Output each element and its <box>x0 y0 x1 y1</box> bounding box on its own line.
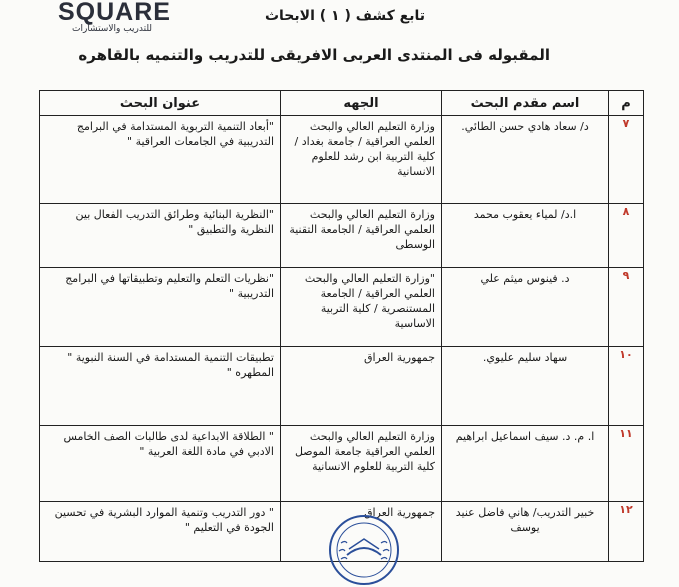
table-row <box>40 268 644 347</box>
stamp-seal <box>327 513 401 587</box>
researcher-name: د/ سعاد هادي حسن الطائي. <box>461 120 589 133</box>
row-number: ١٢ <box>609 502 644 562</box>
researcher-name: ا. م. د. سيف اسماعيل ابراهيم <box>455 430 595 443</box>
table-row <box>40 347 644 426</box>
research-title: " الطلاقة الابداعية لدى طالبات الصف الخامس الادبي في مادة اللغة العربية " <box>63 430 274 458</box>
column-header-name: اسم مقدم البحث <box>442 91 609 116</box>
table-row <box>40 426 644 502</box>
research-title: "نظريات التعلم والتعليم وتطبيقاتها في البرامج التدريبية " <box>65 272 274 300</box>
table-row <box>40 204 644 268</box>
researcher-name: خبير التدريب/ هاني فاضل عنيد يوسف <box>455 506 595 534</box>
row-number: ٧ <box>609 116 644 204</box>
row-number: ٩ <box>609 268 644 347</box>
researcher-name: ا.د/ لمياء يعقوب محمد <box>473 208 577 221</box>
column-header-agency: الجهه <box>281 91 442 116</box>
agency-text: وزارة التعليم العالي والبحث العلمي العراقية / جامعة بغداد / كلية التربية ابن رشد للعلوم الانسانية <box>294 120 435 178</box>
logo-subtitle: للتدريب والاستشارات <box>72 24 153 34</box>
research-table <box>39 90 644 562</box>
row-number: ١٠ <box>609 347 644 426</box>
document-heading: تابع كشف ( ١ ) الابحاث <box>264 8 425 24</box>
row-number: ١١ <box>609 426 644 502</box>
agency-text: جمهورية العراق <box>363 506 435 519</box>
row-number: ٨ <box>609 204 644 268</box>
research-title: تطبيقات التنمية المستدامة في السنة النبوية " المطهره " <box>67 351 274 379</box>
logo <box>58 0 188 40</box>
document-subheading: المقبوله فى المنتدى العربى الافريقى للتدريب والتنميه بالقاهره <box>78 46 550 64</box>
table-row <box>40 116 644 204</box>
logo-word: SQUARE <box>58 0 171 26</box>
research-title: "أبعاد التنمية التربوية المستدامة في البرامج التدريبية في الجامعات العراقية " <box>76 120 274 148</box>
agency-text: جمهورية العراق <box>363 351 435 364</box>
agency-text: وزارة التعليم العالي والبحث العلمي العراقية جامعة الموصل كلية التربية للعلوم الانسانية <box>294 430 435 473</box>
researcher-name: د. فينوس ميثم علي <box>480 272 570 285</box>
agency-text: وزارة التعليم العالي والبحث العلمي العراقية / الجامعة التقنية الوسطى <box>289 208 435 251</box>
column-header-title: عنوان البحث <box>40 91 281 116</box>
agency-text: "وزارة التعليم العالي والبحث العلمي العراقية / الجامعة المستنصرية / كلية التربية الاساسية <box>304 272 435 330</box>
research-title: " دور التدريب وتنمية الموارد البشرية في تحسين الجودة في التعليم " <box>54 506 274 534</box>
research-title: "النظرية البنائية وطرائق التدريب الفعال بين النظرية والتطبيق " <box>75 208 274 236</box>
researcher-name: سهاد سليم عليوي. <box>482 351 568 364</box>
column-header-num: م <box>609 91 644 116</box>
table-header-row <box>40 91 644 116</box>
